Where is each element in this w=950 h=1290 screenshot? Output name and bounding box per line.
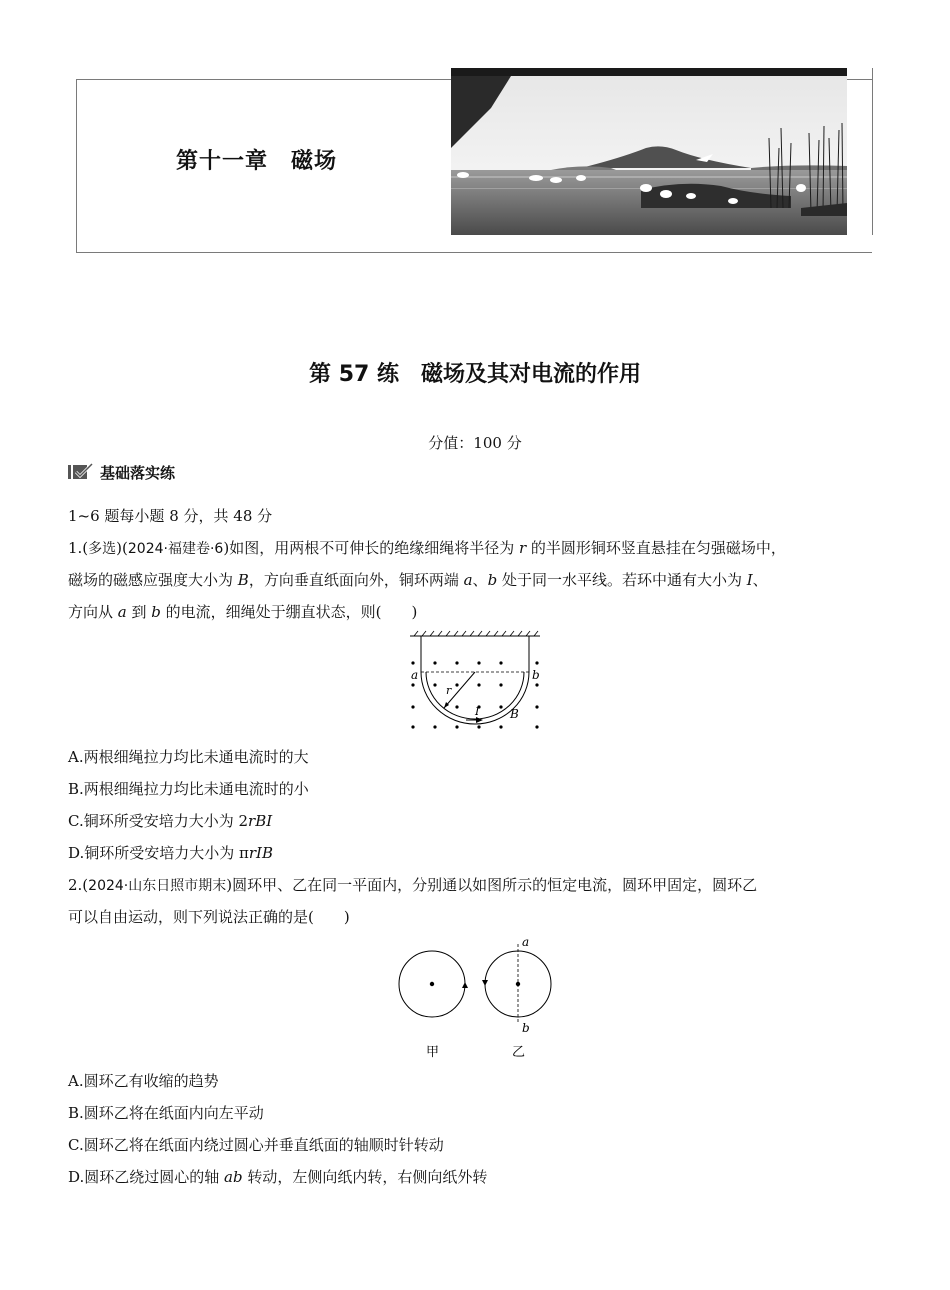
q1-line2: 磁场的磁感应强度大小为 B，方向垂直纸面向外，铜环两端 a、b 处于同一水平线。若环中通有大小为 I、	[68, 571, 768, 589]
q1-option-d: D.铜环所受安培力大小为 πrIB	[68, 844, 274, 862]
q1-line1: 1.(多选)(2024·福建卷·6)如图，用两根不可伸长的绝缘细绳将半径为 r 的半圆形铜环竖直悬挂在匀强磁场中，	[68, 539, 786, 557]
chapter-banner	[76, 79, 872, 253]
section-title: 基础落实练	[100, 463, 176, 482]
q2-option-a: A.圆环乙有收缩的趋势	[68, 1072, 219, 1090]
svg-text:b: b	[522, 1021, 530, 1035]
section-header	[68, 462, 175, 482]
svg-text:B: B	[510, 707, 519, 721]
q1-option-b: B.两根细绳拉力均比未通电流时的小	[68, 780, 309, 798]
q2-option-c: C.圆环乙将在纸面内绕过圆心并垂直纸面的轴顺时针转动	[68, 1136, 444, 1154]
landscape-photo	[451, 68, 847, 235]
q1-figure	[404, 630, 546, 734]
q1-option-c: C.铜环所受安培力大小为 2rBI	[68, 812, 273, 830]
q2-figure	[394, 932, 556, 1062]
checkbox-icon	[68, 463, 94, 481]
score-label: 分值：100 分	[428, 434, 522, 452]
svg-text:b: b	[532, 668, 540, 682]
svg-text:乙: 乙	[512, 1045, 526, 1060]
svg-text:a: a	[522, 935, 530, 949]
q2-option-b: B.圆环乙将在纸面内向左平动	[68, 1104, 264, 1122]
chapter-title: 第十一章 磁场	[176, 149, 338, 174]
svg-text:甲: 甲	[426, 1045, 440, 1060]
lesson-title: 第 57 练 磁场及其对电流的作用	[309, 362, 641, 387]
banner-divider	[872, 68, 873, 235]
q2-line1: 2.(2024·山东日照市期末)圆环甲、乙在同一平面内，分别通以如图所示的恒定电流，圆环甲固定，圆环乙	[68, 876, 758, 894]
group-note: 1~6 题每小题 8 分，共 48 分	[68, 507, 273, 525]
svg-text:r: r	[446, 684, 452, 697]
q1-line3: 方向从 a 到 b 的电流，细绳处于绷直状态，则( )	[68, 603, 418, 621]
q2-option-d: D.圆环乙绕过圆心的轴 ab 转动，左侧向纸内转，右侧向纸外转	[68, 1168, 488, 1186]
q1-option-a: A.两根细绳拉力均比未通电流时的大	[68, 748, 309, 766]
q2-line2: 可以自由运动，则下列说法正确的是( )	[68, 908, 350, 926]
svg-text:a: a	[411, 668, 419, 682]
svg-text:I: I	[475, 705, 480, 718]
